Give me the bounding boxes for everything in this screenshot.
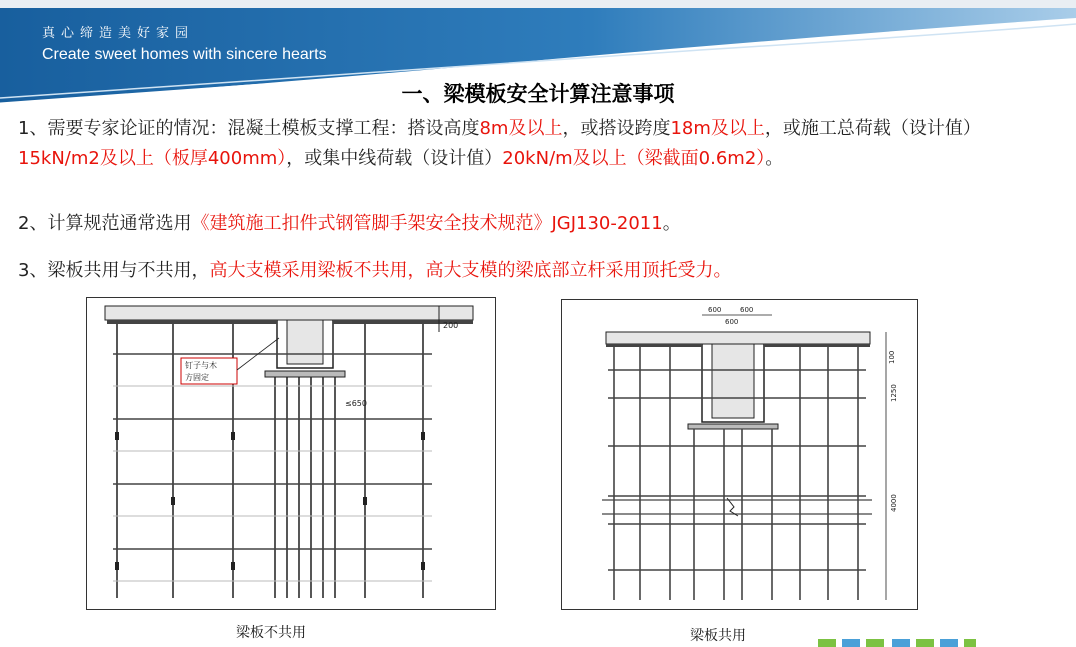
item-2-part: 。 [662,213,681,234]
item-3-part: 3、梁板共用与不共用， [18,260,210,281]
dim-side-2: 1250 [890,384,898,402]
shared-support-drawing [562,300,917,609]
item-1-highlight: 20kN/m及以上（梁截面0.6m2） [502,148,766,169]
dim-top-3: 600 [725,318,739,326]
item-1-highlight: 15kN/m2及以上（板厚400mm） [18,148,287,169]
item-1-part: ，或施工总荷载（设计值） [764,118,981,139]
item-2-highlight: 《建筑施工扣件式钢管脚手架安全技术规范》JGJ130-2011 [191,213,663,234]
figure-beam-slab-separate [86,297,496,610]
brand-logo-partial [818,636,978,647]
item-1 [18,114,1058,174]
item-1-highlight: 8m及以上 [479,118,563,139]
item-1-part: ，或集中线荷载（设计值） [286,148,503,169]
figure-beam-slab-shared [561,299,918,610]
dim-top-1: 600 [708,306,722,314]
dim-label-top: 200 [443,321,459,330]
item-1-highlight: 18m及以上 [670,118,765,139]
dim-top-2: 600 [740,306,754,314]
dim-side-1: 100 [888,350,896,364]
item-3-highlight: 高大支模采用梁板不共用，高大支模的梁底部立杆采用顶托受力。 [209,260,732,281]
annotation-line-2: 方固定 [185,373,209,382]
item-3 [18,256,1058,286]
slogan-english: Create sweet homes with sincere hearts [42,46,327,63]
page-title: 一、梁模板安全计算注意事项 [401,82,675,106]
annotation-line-1: 钉子与木 [185,361,217,370]
item-2-part: 2、计算规范通常选用 [18,213,192,234]
item-2 [18,209,1058,239]
dim-label-spacing: ≤650 [345,399,367,408]
dim-side-3: 4000 [890,494,898,512]
item-1-part: 1、需要专家论证的情况：混凝土模板支撑工程：搭设高度 [18,118,480,139]
caption-separate: 梁板不共用 [236,625,306,641]
item-1-part: ，或搭设跨度 [562,118,671,139]
slogan-chinese: 真心缔造美好家园 [42,26,195,41]
separate-support-drawing [87,298,495,609]
caption-shared: 梁板共用 [690,628,746,644]
item-1-part: 。 [765,148,784,169]
